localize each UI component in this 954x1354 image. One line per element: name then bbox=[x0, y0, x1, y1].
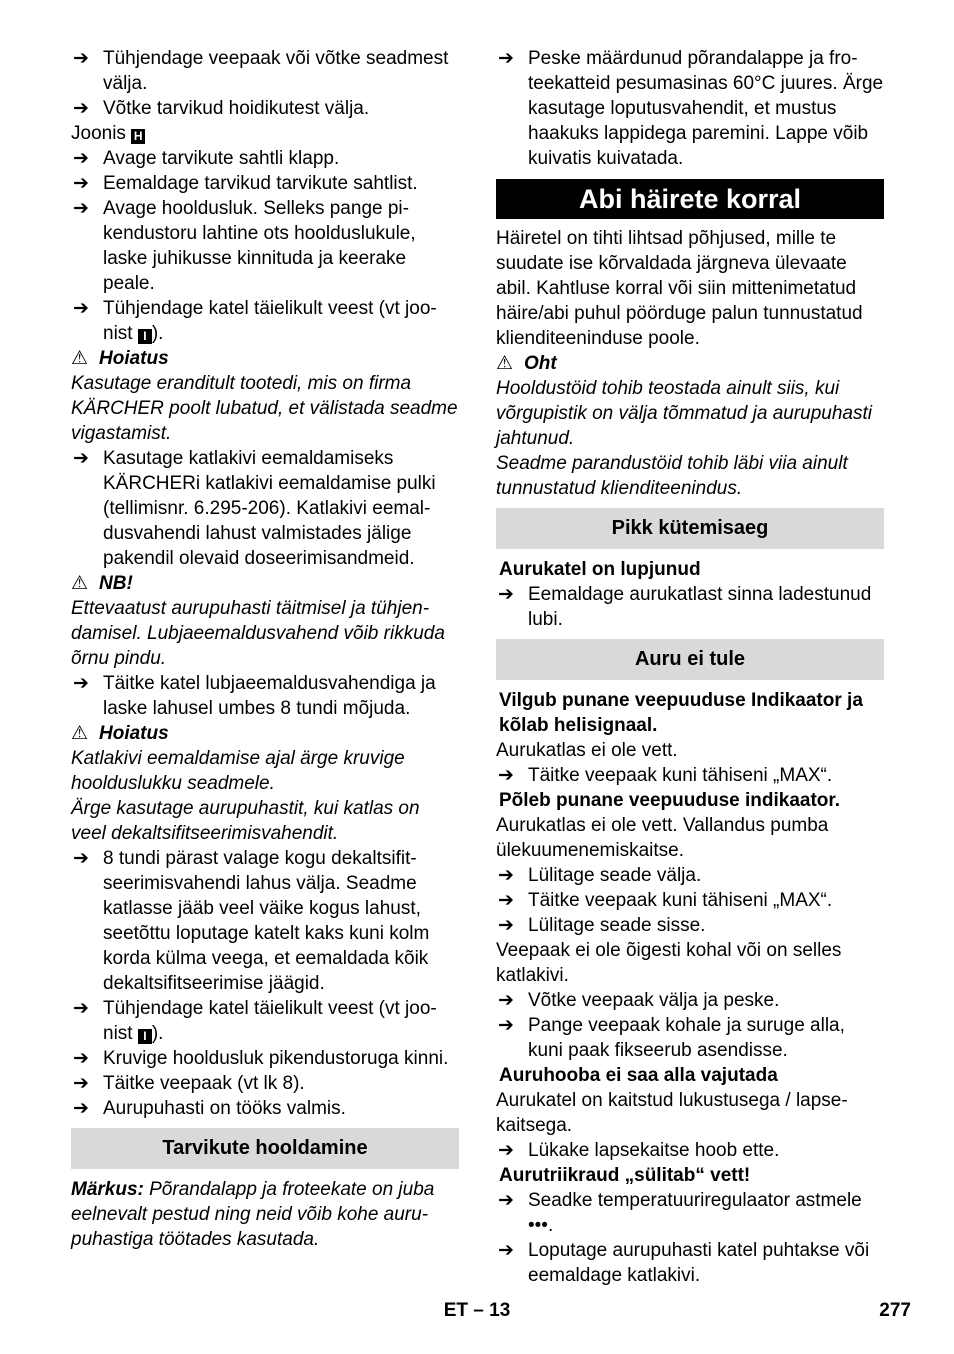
warning-icon: ⚠ bbox=[71, 573, 89, 594]
paragraph: Aurukatel on kaitstud lukustusega / lapsekaitsega. bbox=[496, 1090, 848, 1136]
arrow-icon: ➔ bbox=[73, 98, 89, 119]
warning-heading: ⚠ NB! bbox=[71, 573, 133, 594]
arrow-icon: ➔ bbox=[73, 1048, 89, 1069]
arrow-icon: ➔ bbox=[73, 673, 89, 694]
warning-heading: ⚠ Oht bbox=[496, 353, 557, 374]
list-item: ➔ Lülitage seade välja. bbox=[498, 865, 702, 886]
list-item: ➔ Tühjendage katel täielikult veest (vt joonist I ). bbox=[73, 298, 437, 344]
subheading: Aurukatel on lupjunud bbox=[499, 559, 701, 580]
arrow-icon: ➔ bbox=[73, 173, 89, 194]
footer-section-label: ET – 13 bbox=[443, 1300, 511, 1321]
figure-symbol: I bbox=[138, 329, 152, 344]
list-item: ➔ Aurupuhasti on tööks valmis. bbox=[73, 1098, 346, 1119]
list-item: ➔ Täitke veepaak kuni tähiseni „MAX“. bbox=[498, 890, 833, 911]
arrow-icon: ➔ bbox=[498, 765, 514, 786]
arrow-icon: ➔ bbox=[73, 148, 89, 169]
warning-heading: ⚠ Hoiatus bbox=[71, 723, 169, 744]
list-item: ➔ Kasutage katlakivi eemaldamiseks KÄRCHERi katlakivi eemaldamise pulki (tellimisnr. 6.295-206). Katlakivi eemaldusvahendi lahust valmistades jälige pakendil olevaid doseerimisandmeid. bbox=[73, 448, 436, 569]
note-text: Märkus: Põrandalapp ja froteekate on juba eelnevalt pestud ning neid võib kohe aurupuhastiga töötades kasutada. bbox=[71, 1179, 435, 1250]
arrow-icon: ➔ bbox=[73, 848, 89, 869]
list-item: ➔ Avage tarvikute sahtli klapp. bbox=[73, 148, 340, 169]
subheading: Põleb punane veepuuduse indikaator. bbox=[499, 790, 841, 811]
arrow-icon: ➔ bbox=[498, 890, 514, 911]
page-number: 277 bbox=[879, 1300, 911, 1321]
warning-text: Seadme parandustöid tohib läbi viia ainult tunnustatud klienditeenindus. bbox=[496, 453, 848, 499]
list-item: ➔ Pange veepaak kohale ja suruge alla, kuni paak fikseerub asendisse. bbox=[498, 1015, 845, 1061]
list-item: ➔ Täitke veepaak kuni tähiseni „MAX“. bbox=[498, 765, 833, 786]
arrow-icon: ➔ bbox=[498, 1190, 514, 1211]
arrow-icon: ➔ bbox=[498, 1015, 514, 1036]
figure-reference: Joonis H bbox=[71, 121, 459, 146]
paragraph: Aurukatlas ei ole vett. bbox=[496, 740, 678, 761]
section-heading-accessory-care: Tarvikute hooldamine bbox=[71, 1128, 459, 1169]
list-item: ➔ 8 tundi pärast valage kogu dekaltsifitseerimisvahendi lahus välja. Seadme katlasse jääb veel väike kogus lahust, seetõttu loputage katelt kaks kuni kolm korda külma veega, et eemaldada kõik dekaltsifitseerimise jäägid. bbox=[73, 848, 430, 994]
list-item: ➔ Lükake lapsekaitse hoob ette. bbox=[498, 1140, 780, 1161]
warning-text: Katlakivi eemaldamise ajal ärge kruvige hoolduslukku seadmele. bbox=[71, 748, 405, 794]
figure-symbol: I bbox=[138, 1029, 152, 1044]
arrow-icon: ➔ bbox=[73, 998, 89, 1019]
list-item: ➔ Tühjendage veepaak või võtke seadmest välja. bbox=[73, 48, 449, 94]
list-item: ➔ Eemaldage aurukatlast sinna ladestunud lubi. bbox=[498, 584, 872, 630]
warning-icon: ⚠ bbox=[71, 348, 89, 369]
list-item: ➔ Võtke tarvikud hoidikutest välja. bbox=[73, 98, 370, 119]
list-item: ➔ Avage hooldusluk. Selleks pange pikendustoru lahtine ots hoolduslukule, laske juhikusse kinnituda ja keerake peale. bbox=[73, 198, 416, 294]
list-item: ➔ Peske määrdunud põrandalappe ja froteekatteid pesumasinas 60°C juures. Ärge kasutage loputusvahendit, et mustus haakuks lappidega paremini. Lappe võib kuivatis kuivatada. bbox=[498, 48, 884, 169]
warning-text: Kasutage eranditult tootedi, mis on firma KÄRCHER poolt lubatud, et välistada seadme vigastamist. bbox=[71, 373, 458, 444]
list-item: ➔ Täitke veepaak (vt lk 8). bbox=[73, 1073, 305, 1094]
list-item: ➔ Tühjendage katel täielikult veest (vt joonist I ). bbox=[73, 998, 437, 1044]
arrow-icon: ➔ bbox=[498, 990, 514, 1011]
arrow-icon: ➔ bbox=[73, 298, 89, 319]
list-item: ➔ Kruvige hooldusluk pikendustoruga kinni. bbox=[73, 1048, 449, 1069]
arrow-icon: ➔ bbox=[73, 1098, 89, 1119]
list-item: ➔ Loputage aurupuhasti katel puhtakse või eemaldage katlakivi. bbox=[498, 1240, 870, 1286]
left-column bbox=[71, 46, 459, 1252]
warning-text: Ärge kasutage aurupuhastit, kui katlas on veel dekaltsifitseerimisvahendit. bbox=[71, 798, 420, 844]
arrow-icon: ➔ bbox=[73, 48, 89, 69]
arrow-icon: ➔ bbox=[498, 584, 514, 605]
intro-text: Häiretel on tihti lihtsad põhjused, mille te suudate ise kõrvaldada järgneva ülevaate abil. Kahtluse korral või siin mittenimetatud häire/abi puhul pöörduge palun tunnustatud klienditeeninduse poole. bbox=[496, 228, 863, 349]
warning-heading: ⚠ Hoiatus bbox=[71, 348, 169, 369]
arrow-icon: ➔ bbox=[498, 865, 514, 886]
arrow-icon: ➔ bbox=[73, 1073, 89, 1094]
figure-symbol: H bbox=[131, 129, 145, 144]
warning-icon: ⚠ bbox=[71, 723, 89, 744]
arrow-icon: ➔ bbox=[498, 1140, 514, 1161]
section-heading-long-heating: Pikk kütemisaeg bbox=[496, 508, 884, 549]
warning-icon: ⚠ bbox=[496, 353, 514, 374]
list-item: ➔ Seadke temperatuuriregulaator astmele •••. bbox=[498, 1190, 862, 1236]
chapter-title-troubleshooting: Abi häirete korral bbox=[496, 179, 884, 219]
warning-text: Ettevaatust aurupuhasti täitmisel ja tühjendamisel. Lubjaeemaldusvahend võib rikkuda õrnu pindu. bbox=[71, 598, 445, 669]
section-heading-no-steam: Auru ei tule bbox=[496, 639, 884, 680]
arrow-icon: ➔ bbox=[498, 915, 514, 936]
arrow-icon: ➔ bbox=[498, 48, 514, 69]
list-item: ➔ Eemaldage tarvikud tarvikute sahtlist. bbox=[73, 173, 418, 194]
list-item: ➔ Lülitage seade sisse. bbox=[498, 915, 706, 936]
arrow-icon: ➔ bbox=[73, 448, 89, 469]
paragraph: Veepaak ei ole õigesti kohal või on selles katlakivi. bbox=[496, 940, 842, 986]
subheading: Vilgub punane veepuuduse Indikaator ja kõlab helisignaal. bbox=[499, 690, 863, 736]
list-item: ➔ Võtke veepaak välja ja peske. bbox=[498, 990, 780, 1011]
arrow-icon: ➔ bbox=[498, 1240, 514, 1261]
paragraph: Aurukatlas ei ole vett. Vallandus pumba ülekuumenemiskaitse. bbox=[496, 815, 829, 861]
arrow-icon: ➔ bbox=[73, 198, 89, 219]
list-item: ➔ Täitke katel lubjaeemaldusvahendiga ja laske lahusel umbes 8 tundi mõjuda. bbox=[73, 673, 436, 719]
right-column bbox=[496, 46, 884, 1288]
subheading: Auruhooba ei saa alla vajutada bbox=[499, 1065, 778, 1086]
subheading: Aurutriikraud „sülitab“ vett! bbox=[499, 1165, 751, 1186]
warning-text: Hooldustöid tohib teostada ainult siis, kui võrgupistik on välja tõmmatud ja aurupuhasti jahtunud. bbox=[496, 378, 872, 449]
